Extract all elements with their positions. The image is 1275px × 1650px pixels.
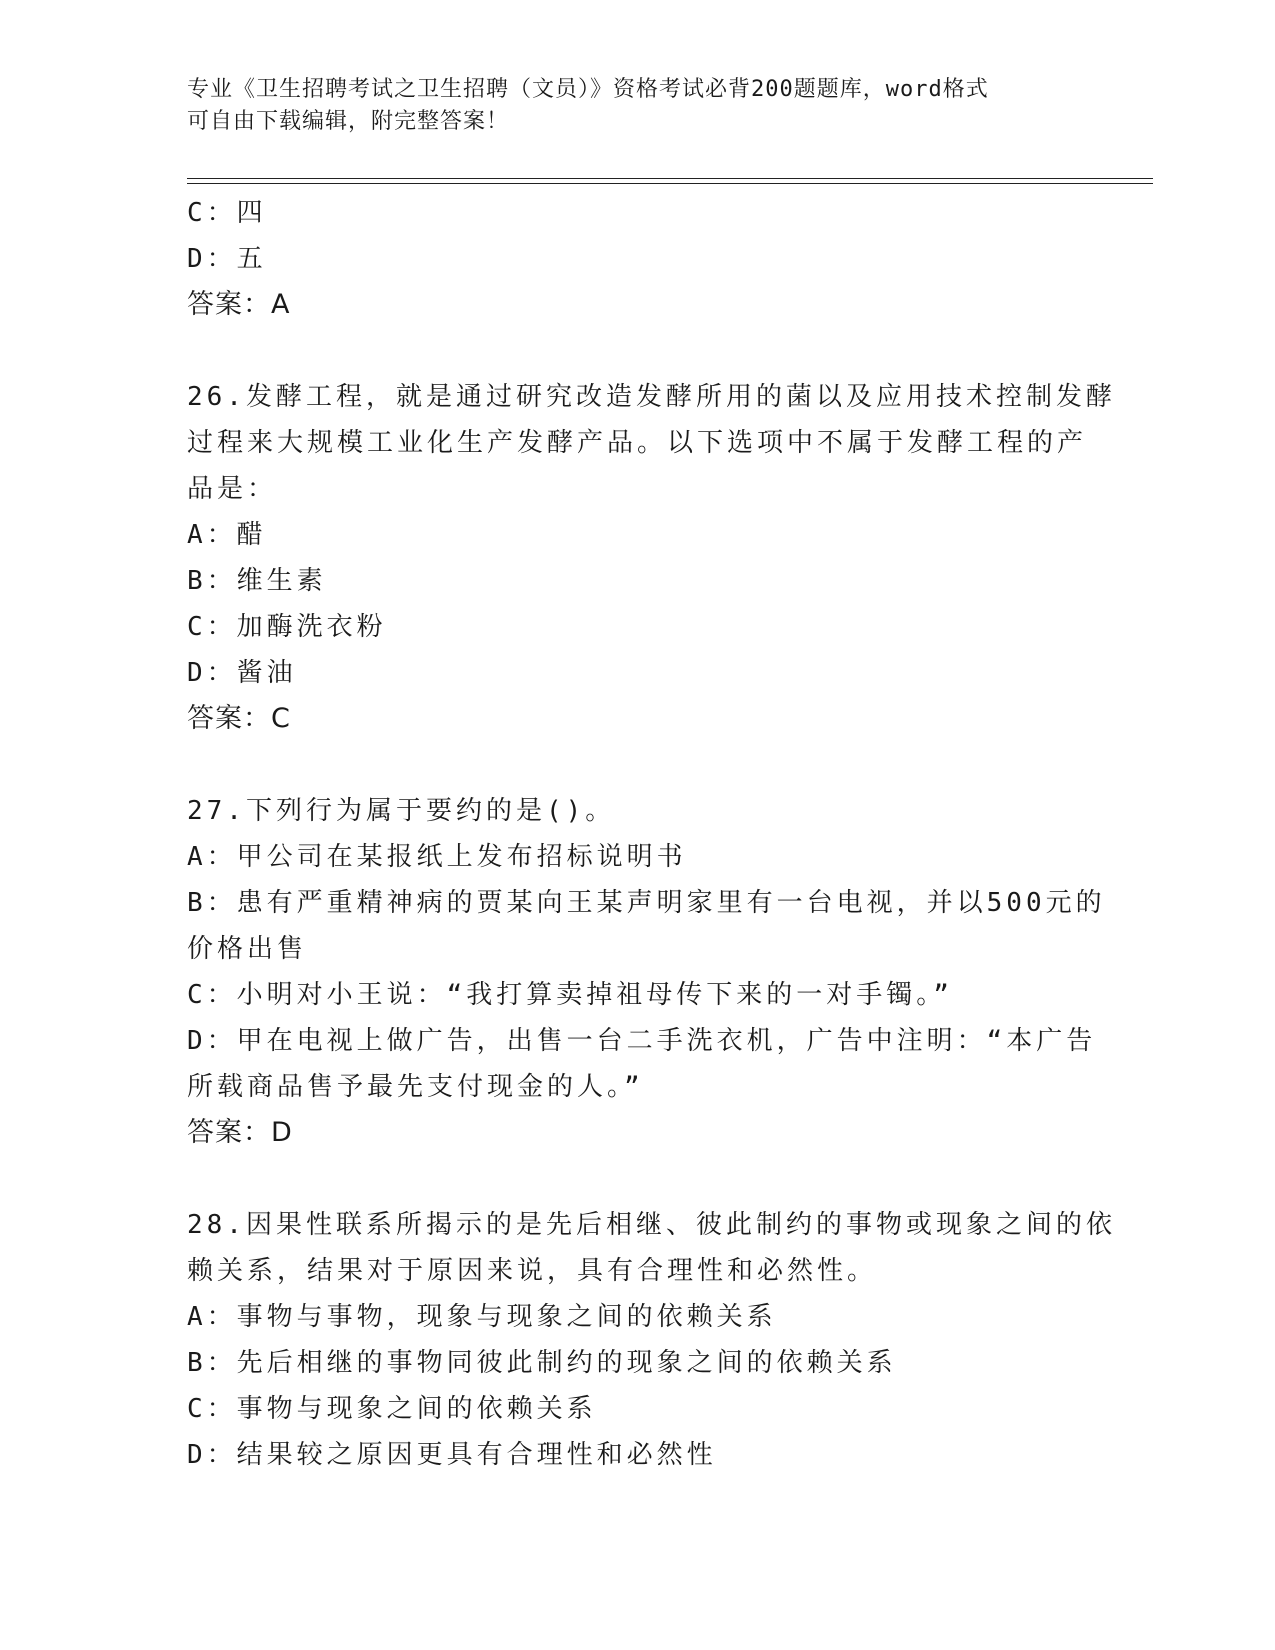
header-divider-bottom — [187, 183, 1153, 184]
option-c: C：事物与现象之间的依赖关系 — [187, 1394, 597, 1424]
option-b: B：先后相继的事物同彼此制约的现象之间的依赖关系 — [187, 1348, 897, 1378]
question-26 — [187, 374, 1116, 742]
option-a: A：事物与事物，现象与现象之间的依赖关系 — [187, 1302, 777, 1332]
header-line-1: 专业《卫生招聘考试之卫生招聘（文员）》资格考试必背200题题库，word格式 — [187, 77, 989, 102]
question-text-line: 27.下列行为属于要约的是()。 — [187, 796, 616, 826]
question-text-line: 赖关系，结果对于原因来说，具有合理性和必然性。 — [187, 1256, 878, 1286]
question-text-line: 26.发酵工程，就是通过研究改造发酵所用的菌以及应用技术控制发酵 — [187, 382, 1116, 412]
header-line-2: 可自由下载编辑，附完整答案！ — [187, 109, 510, 134]
previous-question-tail — [187, 190, 1087, 328]
question-28 — [187, 1202, 1116, 1478]
question-27 — [187, 788, 1106, 1156]
question-text-line: 品是： — [187, 474, 278, 504]
option-c: C：小明对小王说：“我打算卖掉祖母传下来的一对手镯。” — [187, 980, 953, 1010]
answer-line: 答案：C — [187, 703, 291, 734]
question-text-line: 过程来大规模工业化生产发酵产品。以下选项中不属于发酵工程的产 — [187, 428, 1088, 458]
answer-line: 答案：A — [187, 289, 291, 320]
option-d: D：甲在电视上做广告，出售一台二手洗衣机，广告中注明：“本广告 — [187, 1026, 1097, 1056]
question-text-line: 28.因果性联系所揭示的是先后相继、彼此制约的事物或现象之间的依 — [187, 1210, 1116, 1240]
option-d: D：酱油 — [187, 658, 297, 688]
option-a: A：醋 — [187, 520, 267, 550]
option-b: B：患有严重精神病的贾某向王某声明家里有一台电视，并以500元的 — [187, 888, 1106, 918]
document-body — [187, 190, 1116, 1478]
option-c: C：加酶洗衣粉 — [187, 612, 387, 642]
option-b-continued: 价格出售 — [187, 934, 308, 964]
document-header — [187, 74, 1087, 138]
option-c: C：四 — [187, 198, 267, 228]
option-d-continued: 所载商品售予最先支付现金的人。” — [187, 1072, 644, 1102]
option-b: B：维生素 — [187, 566, 327, 596]
option-d: D：五 — [187, 244, 267, 274]
option-a: A：甲公司在某报纸上发布招标说明书 — [187, 842, 687, 872]
answer-line: 答案：D — [187, 1117, 293, 1148]
option-d: D：结果较之原因更具有合理性和必然性 — [187, 1440, 717, 1470]
header-divider-top — [187, 178, 1153, 179]
